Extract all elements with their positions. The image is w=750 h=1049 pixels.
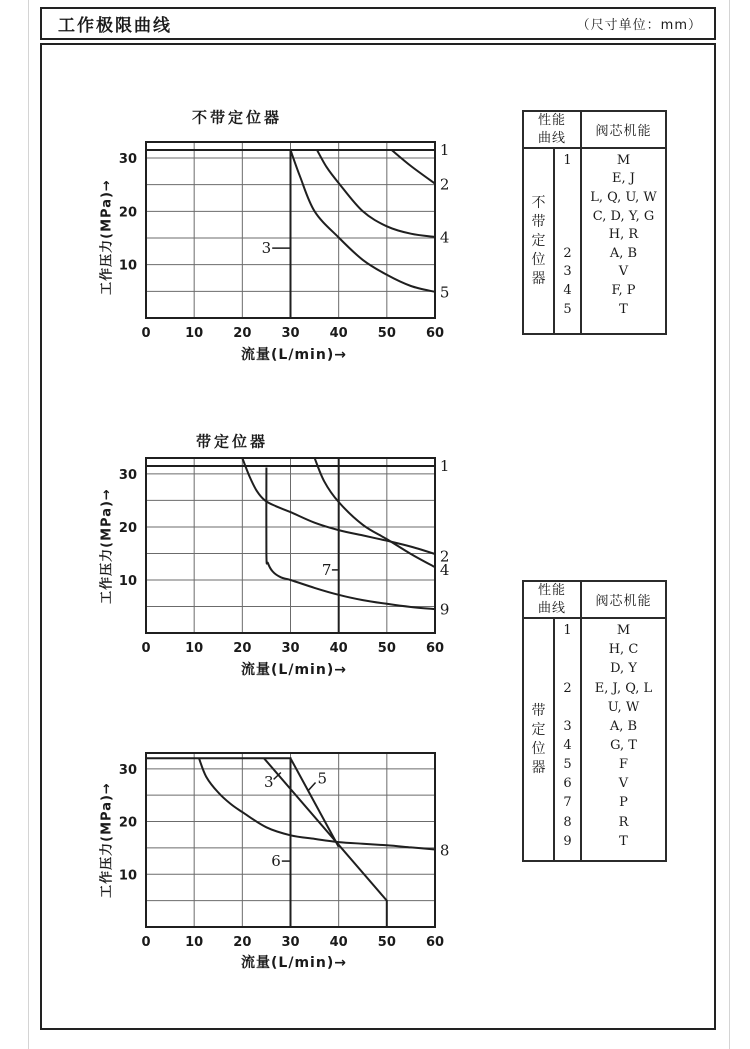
x-tick-label: 50 [377,641,396,656]
category-cell: 带 定 位 器 [524,619,555,860]
x-tick-label: 0 [141,641,151,656]
spool-function-cell: V [618,264,629,280]
table-header [524,112,665,149]
spool-function-cell: A, B [609,245,638,261]
spool-function-cell: M [616,623,631,639]
chart-title-without-detent: 不带定位器 [191,108,283,127]
curve-number-cell: 2 [563,680,572,696]
spool-function-cell: F [618,757,629,773]
header-performance-curve: 性能 曲线 [524,582,582,617]
curve-annotation-7: 7 [321,560,332,579]
chart-2 [119,457,449,656]
curve-label-1: 1 [439,456,450,475]
table-body [524,619,665,860]
spool-function-cell: T [619,301,628,317]
chart-3 [119,753,449,950]
page-title: 工作极限曲线 [58,16,172,36]
spool-function-cell: R [618,814,629,830]
curve-number-cell: 5 [563,301,572,317]
curve-number-cell: 1 [563,623,572,639]
spool-function-cell: H, C [608,642,639,658]
x-tick-label: 0 [141,935,151,950]
curve-number-cell: 4 [563,283,572,299]
x-tick-label: 0 [141,326,151,341]
chart-1 [119,141,449,341]
curve-number-cell: 1 [563,152,572,168]
annotation-leader [308,783,315,791]
curve-label-2: 2 [439,175,450,194]
spool-function-cell: D, Y [610,661,637,677]
curve-9 [266,468,435,610]
y-axis-label-chart3: 工作压力(MPa)→ [99,782,115,898]
curve-annotation-6: 6 [271,852,281,871]
spec-table-with-detent [522,580,667,862]
gridlines [146,458,435,633]
spool-function-cell: L, Q, U, W [590,190,657,206]
x-tick-label: 30 [281,326,300,341]
curve-annotation-3: 3 [261,239,272,258]
curve-number-cell: 6 [563,776,572,792]
spool-function-cell: U, W [607,699,640,715]
spool-function-cell: G, T [610,738,637,753]
x-tick-label: 20 [233,326,252,341]
spool-function-cell: E, J, Q, L [594,680,653,696]
y-axis-label-chart2: 工作压力(MPa)→ [99,488,115,604]
y-tick-label: 30 [118,467,137,483]
spool-function-cell: V [618,776,629,792]
curve-number-cell [555,170,580,189]
curve-label-2: 2 [439,547,450,566]
header-spool-function: 阀芯机能 [595,594,652,610]
y-tick-label: 20 [118,520,137,536]
x-tick-label: 40 [329,641,348,656]
curve-number-cell [555,640,580,659]
curve-number-cell: 2 [563,245,572,261]
x-tick-label: 20 [233,641,252,656]
spool-function-cell: F, P [611,283,636,299]
x-axis-label-chart3: 流量(L/min)→ [241,955,347,971]
curve-4 [317,150,435,237]
x-tick-label: 20 [233,935,252,950]
spool-function-cell: M [616,152,631,168]
curve-number-cell: 9 [563,833,572,849]
x-axis-label-chart1: 流量(L/min)→ [241,347,347,363]
y-tick-label: 10 [118,258,137,274]
curve-number-cell: 3 [563,264,572,280]
y-tick-label: 10 [118,573,137,589]
curve-number-cell [555,698,580,717]
spool-function-column [582,149,665,333]
curve-label-9: 9 [439,600,450,619]
x-tick-label: 10 [185,326,204,341]
curve-number-cell: 4 [563,738,572,753]
y-axis-label-chart1: 工作压力(MPa)→ [99,179,115,295]
header-performance-curve: 性能 曲线 [524,112,582,147]
x-tick-label: 50 [377,935,396,950]
curve-label-8: 8 [439,841,450,860]
header-spool-function: 阀芯机能 [595,124,652,140]
table-header [524,582,665,619]
x-tick-label: 10 [185,935,204,950]
x-tick-label: 60 [425,641,445,656]
spec-table-without-detent [522,110,667,335]
curve-label-4: 4 [439,228,450,247]
curve-number-cell: 7 [563,795,572,811]
spool-function-cell: P [619,795,628,811]
x-tick-label: 60 [425,935,445,950]
curve-number-cell [555,225,580,244]
curve-label-5: 5 [439,283,450,302]
curve-number-cell [555,207,580,226]
category-cell: 不 带 定 位 器 [524,149,555,333]
spool-function-column [582,619,665,860]
x-tick-label: 30 [281,935,300,950]
curve-annotation-3: 3 [264,773,274,791]
spool-function-cell: C, D, Y, G [592,208,655,224]
x-tick-label: 30 [281,641,300,656]
spool-function-cell: H, R [608,227,639,243]
curve-number-cell: 5 [563,757,572,773]
curve-2 [392,150,435,184]
x-tick-label: 40 [329,326,348,341]
curve-label-1: 1 [439,141,450,159]
unit-note: （尺寸单位：mm） [576,18,702,33]
curve-number-cell: 3 [563,718,572,734]
chart-title-with-detent: 带定位器 [195,432,269,451]
y-tick-label: 20 [118,815,137,831]
curve-number-column [555,619,582,860]
x-axis-label-chart2: 流量(L/min)→ [241,662,347,678]
curve-number-cell [555,188,580,207]
y-tick-label: 30 [118,762,137,778]
x-tick-label: 60 [425,326,445,341]
curve-5 [291,150,436,292]
x-tick-label: 10 [185,641,204,656]
y-tick-label: 10 [118,868,137,884]
curve-number-column [555,149,582,333]
curve-5 [291,758,339,847]
curve-number-cell: 8 [563,814,572,830]
spool-function-cell: T [619,833,628,849]
y-tick-label: 20 [118,205,137,221]
x-tick-label: 50 [377,326,396,341]
curve-number-cell [555,659,580,678]
x-tick-label: 40 [329,935,348,950]
spool-function-cell: A, B [609,718,638,734]
curve-label-4: 4 [439,560,450,579]
spool-function-cell: E, J [612,171,635,187]
table-body [524,149,665,333]
curve-annotation-5: 5 [317,769,328,788]
y-tick-label: 30 [118,152,137,167]
